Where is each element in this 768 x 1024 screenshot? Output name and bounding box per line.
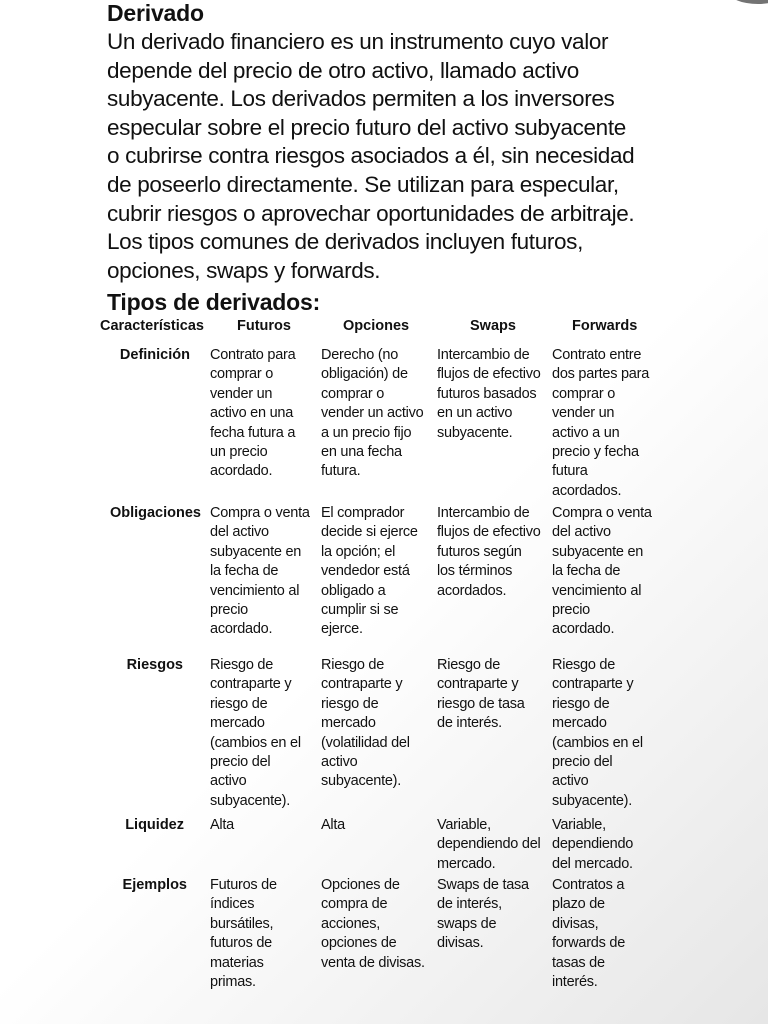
section-heading: Tipos de derivados:: [107, 289, 321, 315]
table-cell: Contrato entre dos partes para comprar o vender un activo a un precio y fecha futura acordados.: [552, 347, 650, 499]
column-header-futuros: Futuros: [237, 318, 291, 334]
table-cell: Riesgo de contraparte y riesgo de mercado (volatilidad del activo subyacente).: [321, 657, 410, 790]
intro-line: Un derivado financiero es un instrumento cuyo valor: [107, 29, 609, 54]
intro-line: especular sobre el precio futuro del activo subyacente: [107, 114, 626, 140]
intro-line: cubrir riesgos o aprovechar oportunidades de arbitraje.: [107, 200, 635, 226]
table-cell: Alta: [321, 817, 345, 833]
column-header-opciones: Opciones: [343, 318, 410, 334]
table-cell: Futuros de índices bursátiles, futuros de materias primas.: [210, 877, 277, 991]
row-label-ejemplos: Ejemplos: [122, 877, 187, 893]
table-cell: Intercambio de flujos de efectivo futuros según los términos acordados.: [437, 505, 541, 599]
table-cell: Riesgo de contraparte y riesgo de mercado (cambios en el precio del activo subyacente).: [552, 657, 643, 809]
table-cell: Intercambio de flujos de efectivo futuros basados en un activo subyacente.: [437, 347, 541, 441]
table-cell: Alta: [210, 817, 234, 833]
table-cell: Riesgo de contraparte y riesgo de tasa de interés.: [437, 657, 525, 732]
intro-line: de poseerlo directamente. Se utilizan para especular,: [107, 171, 619, 197]
table-cell: Riesgo de contraparte y riesgo de mercado (cambios en el precio del activo subyacente).: [210, 657, 301, 809]
page-title: Derivado: [107, 0, 204, 26]
table-cell: El comprador decide si ejerce la opción; el vendedor está obligado a cumplir si se ejerce.: [321, 505, 418, 638]
column-header-swaps: Swaps: [470, 318, 516, 334]
page-corner-shadow: [728, 0, 768, 4]
column-header-caracteristicas: Características: [100, 318, 204, 334]
intro-paragraph: [107, 28, 667, 285]
table-cell: Derecho (no obligación) de comprar o vender un activo a un precio fijo en una fecha futura.: [321, 347, 424, 480]
intro-line: depende del precio de otro activo, llamado activo: [107, 57, 579, 83]
table-cell: Compra o venta del activo subyacente en la fecha de vencimiento al precio acordado.: [552, 505, 652, 638]
row-label-riesgos: Riesgos: [126, 657, 183, 673]
column-header-forwards: Forwards: [572, 318, 638, 334]
intro-line: subyacente. Los derivados permiten a los inversores: [107, 86, 615, 112]
table-cell: Variable, dependiendo del mercado.: [437, 817, 541, 872]
intro-line: o cubrirse contra riesgos asociados a él, sin necesidad: [107, 143, 635, 169]
intro-line: opciones, swaps y forwards.: [107, 257, 381, 283]
row-label-liquidez: Liquidez: [125, 817, 184, 833]
table-cell: Variable, dependiendo del mercado.: [552, 817, 634, 872]
table-cell: Contrato para comprar o vender un activo en una fecha futura a un precio acordado.: [210, 347, 296, 480]
row-label-definicion: Definición: [119, 347, 190, 363]
table-cell: Swaps de tasa de interés, swaps de divisas.: [437, 877, 529, 952]
intro-line: Los tipos comunes de derivados incluyen futuros,: [107, 229, 583, 255]
row-label-obligaciones: Obligaciones: [109, 505, 201, 521]
table-cell: Compra o venta del activo subyacente en la fecha de vencimiento al precio acordado.: [210, 505, 310, 638]
table-cell: Opciones de compra de acciones, opciones de venta de divisas.: [321, 877, 425, 971]
table-cell: Contratos a plazo de divisas, forwards de tasas de interés.: [552, 877, 626, 991]
